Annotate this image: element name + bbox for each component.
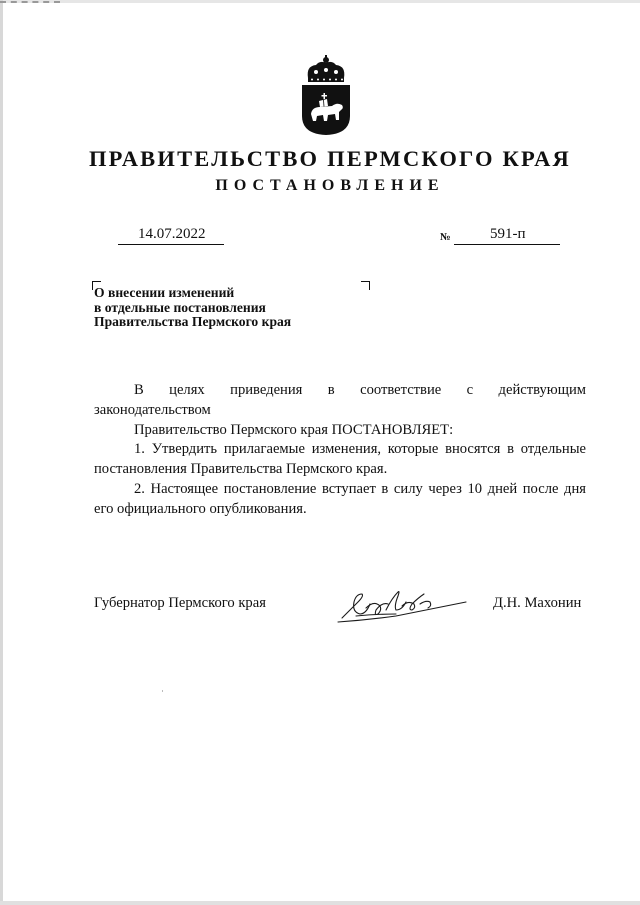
government-title: ПРАВИТЕЛЬСТВО ПЕРМСКОГО КРАЯ	[88, 146, 572, 171]
signatory-position: Губернатор Пермского края	[94, 595, 266, 611]
item-2-line: его официального опубликования.	[94, 500, 307, 517]
subject-line: Правительства Пермского края	[94, 314, 292, 329]
preamble-continuation: законодательством	[94, 401, 211, 418]
scan-speck	[162, 690, 163, 692]
subject-line: в отдельные постановления	[94, 299, 266, 315]
item-1-line: 1. Утвердить прилагаемые изменения, которые вносятся в отдельные	[134, 441, 586, 458]
scan-edge-top	[0, 0, 640, 3]
number-sign: №	[440, 232, 451, 243]
subject-corner-right	[361, 281, 370, 290]
item-1-line: постановления Правительства Пермского края.	[94, 461, 388, 478]
handwritten-signature	[336, 580, 472, 626]
signatory-name: Д.Н. Махонин	[493, 595, 582, 611]
item-2-line: 2. Настоящее постановление вступает в силу через 10 дней после дня	[134, 480, 586, 497]
subject-line: О внесении изменений	[94, 285, 235, 300]
preamble-line: В целях приведения в соответствие с действующим	[134, 382, 586, 398]
resolution-clause: Правительство Пермского края ПОСТАНОВЛЯЕТ:	[134, 421, 454, 438]
document-date: 14.07.2022	[138, 226, 206, 242]
scan-edge-bottom	[0, 901, 640, 905]
document-body	[94, 381, 586, 520]
document-number: 591-п	[490, 226, 526, 242]
perm-krai-coat-of-arms-icon	[298, 54, 354, 136]
document-subject	[94, 286, 354, 330]
document-type: ПОСТАНОВЛЕНИЕ	[215, 177, 445, 194]
scan-dash	[0, 1, 60, 3]
scan-edge-left	[0, 0, 3, 905]
